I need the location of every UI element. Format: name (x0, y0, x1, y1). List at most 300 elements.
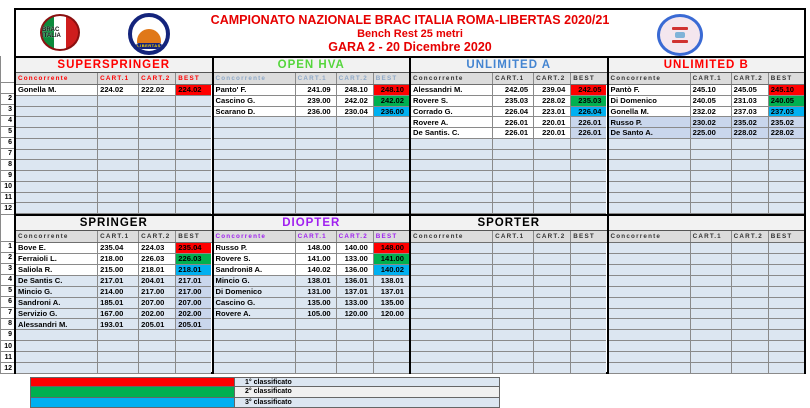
cart1-score-cell (493, 203, 534, 214)
section-title (609, 216, 805, 231)
column-header: CART.2 (139, 73, 176, 84)
cart1-score-cell (98, 96, 139, 107)
competitor-name-cell (411, 203, 493, 214)
cart1-score-cell (493, 160, 534, 171)
competitor-name-cell (609, 352, 691, 363)
competitor-name-cell: De Santis C. (16, 276, 98, 287)
legend-label: 1° classificato (235, 377, 500, 387)
best-score-cell (176, 107, 211, 118)
cart1-score-cell: 245.10 (691, 85, 732, 96)
cart1-score-cell: 105.00 (296, 309, 337, 320)
cart2-score-cell (732, 341, 769, 352)
competitor-name-cell (214, 171, 296, 182)
best-score-cell: 248.10 (374, 85, 409, 96)
best-score-cell (176, 139, 211, 150)
competitor-name-cell: Bove E. (16, 243, 98, 254)
cart2-score-cell: 220.01 (534, 117, 571, 128)
table-row (411, 352, 607, 363)
section-title: DIOPTER (214, 216, 410, 231)
column-header-row (214, 231, 410, 243)
cart2-score-cell (534, 171, 571, 182)
block-bottom (16, 216, 804, 374)
cart1-score-cell: 217.01 (98, 276, 139, 287)
row-number: 2 (1, 94, 14, 105)
table-row (609, 352, 805, 363)
block-top (16, 58, 804, 216)
best-score-cell (374, 117, 409, 128)
best-score-cell (571, 352, 606, 363)
cart2-score-cell: 218.01 (139, 265, 176, 276)
best-score-cell (571, 160, 606, 171)
best-score-cell: 235.04 (176, 243, 211, 254)
cart2-score-cell (732, 254, 769, 265)
competitor-name-cell (411, 276, 493, 287)
column-header: CART.2 (732, 231, 769, 242)
competitor-name-cell (609, 203, 691, 214)
cart1-score-cell (296, 341, 337, 352)
cart1-score-cell (493, 363, 534, 374)
column-header-row (411, 73, 607, 85)
cart1-score-cell: 140.02 (296, 265, 337, 276)
column-header: Concorrente (411, 231, 493, 242)
table-row (609, 276, 805, 287)
cart2-score-cell: 222.02 (139, 85, 176, 96)
cart1-score-cell (493, 254, 534, 265)
best-score-cell (374, 160, 409, 171)
column-header: CART.2 (337, 231, 374, 242)
table-row (214, 96, 410, 107)
competitor-name-cell (411, 352, 493, 363)
row-number: 7 (1, 308, 14, 319)
legend-label: 2° classificato (235, 387, 500, 397)
cart2-score-cell: 224.03 (139, 243, 176, 254)
table-row (214, 139, 410, 150)
best-score-cell (571, 265, 606, 276)
cart1-score-cell: 215.00 (98, 265, 139, 276)
cart2-score-cell (337, 193, 374, 204)
cart1-score-cell (691, 298, 732, 309)
table-row (214, 254, 410, 265)
best-score-cell: 224.02 (176, 85, 211, 96)
table-row (16, 363, 212, 374)
cart2-score-cell: 136.01 (337, 276, 374, 287)
cart2-score-cell (139, 363, 176, 374)
competitor-name-cell (214, 341, 296, 352)
table-row (411, 287, 607, 298)
best-score-cell (769, 254, 804, 265)
column-header: CART.2 (534, 73, 571, 84)
competitor-name-cell (214, 330, 296, 341)
cart1-score-cell (98, 330, 139, 341)
category-sections (16, 58, 804, 374)
row-number: 2 (1, 253, 14, 264)
competitor-name-cell: Pantò F. (609, 85, 691, 96)
competitor-name-cell (214, 128, 296, 139)
table-row (609, 203, 805, 214)
column-header: BEST (375, 75, 398, 82)
cart1-score-cell (493, 150, 534, 161)
best-score-cell: 235.02 (769, 117, 804, 128)
cart2-score-cell (732, 298, 769, 309)
competitor-name-cell (411, 330, 493, 341)
cart1-score-cell (296, 330, 337, 341)
best-score-cell (176, 330, 211, 341)
best-score-cell: 148.00 (374, 243, 409, 254)
cart2-score-cell (732, 352, 769, 363)
competitor-name-cell (411, 265, 493, 276)
cart1-score-cell: 235.03 (493, 96, 534, 107)
cart1-score-cell (493, 265, 534, 276)
cart1-score-cell (296, 193, 337, 204)
cart2-score-cell: 226.03 (139, 254, 176, 265)
cart2-score-cell (139, 128, 176, 139)
table-row (411, 363, 607, 374)
table-row (214, 171, 410, 182)
best-score-cell (571, 276, 606, 287)
cart2-score-cell (534, 330, 571, 341)
best-score-cell (769, 319, 804, 330)
row-number: 7 (1, 149, 14, 160)
best-score-cell (374, 330, 409, 341)
cart2-score-cell (732, 363, 769, 374)
competitor-name-cell (214, 160, 296, 171)
cart1-score-cell (691, 182, 732, 193)
best-score-cell: 228.02 (769, 128, 804, 139)
cart2-score-cell (534, 160, 571, 171)
best-score-cell (176, 171, 211, 182)
cart1-score-cell (98, 150, 139, 161)
best-score-cell (769, 243, 804, 254)
table-row (214, 150, 410, 161)
cart1-score-cell: 225.00 (691, 128, 732, 139)
best-score-cell (176, 150, 211, 161)
libertas-logo-text: LIBERTAS (137, 43, 161, 48)
cart2-score-cell: 220.01 (534, 128, 571, 139)
best-score-cell (374, 363, 409, 374)
row-number: 5 (1, 286, 14, 297)
row-number: 8 (1, 160, 14, 171)
cart2-score-cell (534, 150, 571, 161)
cart1-score-cell (691, 243, 732, 254)
cart1-score-cell (493, 139, 534, 150)
cart2-score-cell: 202.00 (139, 309, 176, 320)
cart2-score-cell (534, 139, 571, 150)
table-row (609, 363, 805, 374)
best-score-cell (374, 319, 409, 330)
best-score-cell: 235.03 (571, 96, 606, 107)
cart2-score-cell (139, 150, 176, 161)
table-row (411, 107, 607, 118)
table-row (411, 150, 607, 161)
competitor-name-cell: Alessandri M. (16, 319, 98, 330)
cart1-score-cell (691, 171, 732, 182)
cart1-score-cell (98, 107, 139, 118)
table-row (214, 193, 410, 204)
best-score-cell: 120.00 (374, 309, 409, 320)
competitor-name-cell: Sandroni A. (16, 298, 98, 309)
table-row (609, 341, 805, 352)
best-score-cell (571, 139, 606, 150)
competitor-name-cell (609, 330, 691, 341)
cart1-score-cell (98, 352, 139, 363)
best-score-cell: 202.00 (176, 309, 211, 320)
table-row (411, 128, 607, 139)
section-title: SUPERSPRINGER (16, 58, 212, 73)
best-score-cell (769, 160, 804, 171)
best-score-cell (769, 193, 804, 204)
cart2-score-cell: 228.02 (732, 128, 769, 139)
cart1-score-cell: 239.00 (296, 96, 337, 107)
cart2-score-cell (534, 243, 571, 254)
column-header: CART.1 (493, 231, 534, 242)
table-row (16, 352, 212, 363)
brac-logo-text: BRAC ITALIA (42, 26, 61, 39)
cart2-score-cell (139, 203, 176, 214)
cart1-score-cell (98, 341, 139, 352)
cart1-score-cell: 167.00 (98, 309, 139, 320)
cart2-score-cell (534, 298, 571, 309)
cart2-score-cell (534, 287, 571, 298)
table-row (16, 330, 212, 341)
cart2-score-cell (337, 150, 374, 161)
best-score-cell: 140.02 (374, 265, 409, 276)
cart2-score-cell: 242.02 (337, 96, 374, 107)
best-score-cell (176, 203, 211, 214)
cart2-score-cell (139, 330, 176, 341)
best-score-cell (769, 182, 804, 193)
table-row (411, 203, 607, 214)
cart1-score-cell (98, 193, 139, 204)
column-header: CART.1 (98, 73, 139, 84)
row-number: 1 (1, 242, 14, 253)
table-row (411, 85, 607, 96)
competitor-name-cell (16, 182, 98, 193)
table-row (214, 352, 410, 363)
cart2-score-cell (732, 193, 769, 204)
cart1-score-cell (98, 182, 139, 193)
gutter-header-gap (0, 8, 15, 56)
cart1-score-cell (493, 330, 534, 341)
competitor-name-cell (411, 160, 493, 171)
table-row (609, 85, 805, 96)
table-row (609, 139, 805, 150)
competitor-name-cell (16, 128, 98, 139)
cart1-score-cell (296, 150, 337, 161)
cart1-score-cell (691, 150, 732, 161)
cart2-score-cell (732, 182, 769, 193)
best-score-cell (571, 203, 606, 214)
best-score-cell: 226.01 (571, 128, 606, 139)
cart2-score-cell (337, 203, 374, 214)
cart2-score-cell: 248.10 (337, 85, 374, 96)
competitor-name-cell (16, 160, 98, 171)
cart1-score-cell (493, 298, 534, 309)
table-row (411, 171, 607, 182)
row-number: 10 (1, 182, 14, 193)
table-row (609, 171, 805, 182)
table-row (16, 309, 212, 320)
table-row (16, 160, 212, 171)
cart2-score-cell (139, 96, 176, 107)
cart2-score-cell: 133.00 (337, 254, 374, 265)
competitor-name-cell (411, 287, 493, 298)
competitor-name-cell (609, 193, 691, 204)
best-score-cell (769, 330, 804, 341)
table-row (609, 319, 805, 330)
cart2-score-cell (337, 171, 374, 182)
event-date-line: GARA 2 - 20 Dicembre 2020 (328, 40, 492, 54)
best-score-cell: 242.02 (374, 96, 409, 107)
best-score-cell: 242.05 (571, 85, 606, 96)
sheet-header (16, 10, 804, 58)
cart1-score-cell (98, 117, 139, 128)
best-score-cell (571, 319, 606, 330)
table-row (411, 309, 607, 320)
competitor-name-cell (411, 341, 493, 352)
best-score-cell (176, 341, 211, 352)
cart2-score-cell (732, 287, 769, 298)
section-unlimited-b (609, 58, 805, 214)
column-header: CART.2 (732, 73, 769, 84)
cart1-score-cell (493, 309, 534, 320)
column-header: Concorrente (16, 231, 98, 242)
table-row (411, 319, 607, 330)
cart2-score-cell (732, 203, 769, 214)
cart1-score-cell: 193.01 (98, 319, 139, 330)
table-row (214, 107, 410, 118)
competitor-name-cell: Di Domenico (214, 287, 296, 298)
competitor-name-cell: Mincio G. (214, 276, 296, 287)
table-row (411, 160, 607, 171)
competitor-name-cell (609, 341, 691, 352)
table-row (16, 107, 212, 118)
row-number-gutter (0, 8, 15, 374)
best-score-cell: 137.01 (374, 287, 409, 298)
cart2-score-cell (139, 160, 176, 171)
cart2-score-cell: 137.01 (337, 287, 374, 298)
table-row (609, 265, 805, 276)
table-row (411, 265, 607, 276)
competitor-name-cell: De Santo A. (609, 128, 691, 139)
section-title: UNLIMITED B (609, 58, 805, 73)
competitor-name-cell (16, 150, 98, 161)
cart1-score-cell (493, 319, 534, 330)
competitor-name-cell (214, 182, 296, 193)
cart1-score-cell (296, 117, 337, 128)
legend-row (30, 398, 500, 408)
competitor-name-cell: Di Domenico (609, 96, 691, 107)
cart1-score-cell: 226.04 (493, 107, 534, 118)
competitor-name-cell (16, 96, 98, 107)
cart1-score-cell: 138.01 (296, 276, 337, 287)
best-score-cell (571, 287, 606, 298)
best-score-cell (374, 352, 409, 363)
table-row (214, 160, 410, 171)
column-header-row (16, 231, 212, 243)
cart2-score-cell (337, 117, 374, 128)
cart1-score-cell: 235.04 (98, 243, 139, 254)
competitor-name-cell (609, 265, 691, 276)
competitor-name-cell (411, 182, 493, 193)
best-score-cell (571, 363, 606, 374)
row-number: 4 (1, 116, 14, 127)
best-score-cell (374, 171, 409, 182)
cart2-score-cell: 136.00 (337, 265, 374, 276)
table-row (411, 330, 607, 341)
cart2-score-cell (337, 341, 374, 352)
section-title: UNLIMITED A (411, 58, 607, 73)
column-header-row (411, 231, 607, 243)
cart2-score-cell: 217.00 (139, 287, 176, 298)
best-score-cell (571, 309, 606, 320)
competitor-name-cell: Cascino G. (214, 96, 296, 107)
best-score-cell (571, 298, 606, 309)
competitor-name-cell (16, 139, 98, 150)
column-header: CART.2 (337, 73, 374, 84)
cart2-score-cell (534, 352, 571, 363)
competitor-name-cell (16, 352, 98, 363)
best-score-cell (571, 254, 606, 265)
cart2-score-cell (534, 363, 571, 374)
table-row (16, 182, 212, 193)
table-row (214, 182, 410, 193)
cart1-score-cell: 242.05 (493, 85, 534, 96)
column-header: Concorrente (609, 73, 691, 84)
competitor-name-cell (214, 117, 296, 128)
cart2-score-cell (732, 309, 769, 320)
cart1-score-cell (296, 139, 337, 150)
table-row (214, 298, 410, 309)
cart2-score-cell (337, 128, 374, 139)
best-score-cell (176, 128, 211, 139)
row-number: 5 (1, 127, 14, 138)
competitor-name-cell: Ferraioli L. (16, 254, 98, 265)
cart2-score-cell: 223.01 (534, 107, 571, 118)
table-row (609, 107, 805, 118)
competitor-name-cell: Scarano D. (214, 107, 296, 118)
cart2-score-cell (139, 341, 176, 352)
cart2-score-cell (534, 203, 571, 214)
competitor-name-cell (609, 182, 691, 193)
cart2-score-cell (534, 265, 571, 276)
competitor-name-cell (609, 298, 691, 309)
cart2-score-cell (337, 330, 374, 341)
best-score-cell (769, 298, 804, 309)
row-number: 10 (1, 341, 14, 352)
cart1-score-cell (691, 254, 732, 265)
cart1-score-cell (296, 171, 337, 182)
main-table-frame (14, 8, 806, 374)
table-row (609, 287, 805, 298)
column-header: BEST (375, 233, 398, 240)
competitor-name-cell (16, 363, 98, 374)
cart2-score-cell: 235.02 (732, 117, 769, 128)
column-header: CART.1 (493, 73, 534, 84)
table-row (609, 128, 805, 139)
cart2-score-cell: 204.01 (139, 276, 176, 287)
row-number: 6 (1, 138, 14, 149)
cart2-score-cell: 230.04 (337, 107, 374, 118)
legend-row (30, 377, 500, 387)
cart2-score-cell (337, 182, 374, 193)
best-score-cell (374, 150, 409, 161)
cart2-score-cell (139, 182, 176, 193)
cart2-score-cell (732, 276, 769, 287)
cart2-score-cell (732, 319, 769, 330)
competitor-name-cell (609, 171, 691, 182)
competitor-name-cell (411, 171, 493, 182)
best-score-cell (374, 341, 409, 352)
